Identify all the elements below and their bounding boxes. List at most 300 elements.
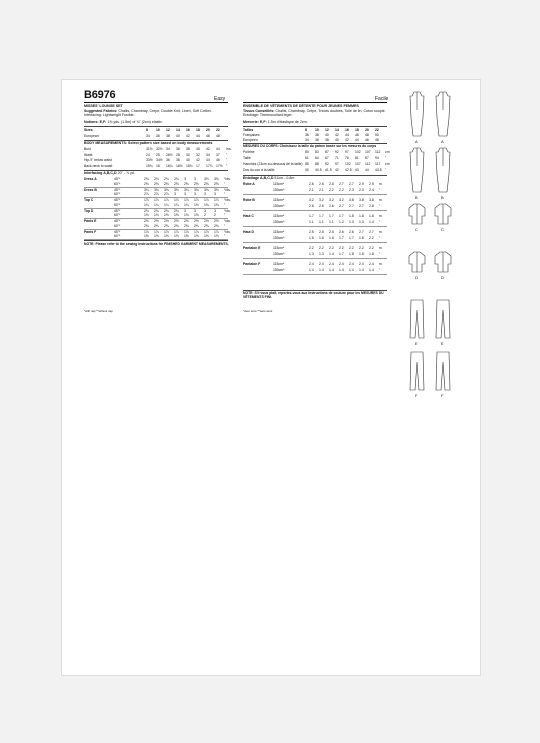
cell: 2⅜ bbox=[174, 223, 179, 228]
cell: 3⅛ bbox=[204, 187, 209, 192]
fabrics-label: Suggested Fabrics: bbox=[84, 109, 118, 113]
cell: " bbox=[224, 223, 226, 228]
cell: 43 bbox=[355, 168, 359, 172]
cell: 30 bbox=[186, 152, 190, 157]
cell: 2.7 bbox=[339, 203, 344, 208]
garment-sketch-dress bbox=[433, 90, 453, 138]
cell: 2.5 bbox=[309, 230, 314, 234]
fabric-width: 150cm* bbox=[273, 187, 285, 192]
fabric-width: 115cm* bbox=[273, 262, 285, 266]
cell: 2.4 bbox=[329, 262, 334, 266]
fabric-width: 45"* bbox=[114, 177, 121, 181]
cell: " bbox=[385, 156, 387, 160]
cell: 33½ bbox=[146, 158, 153, 162]
cell: 16½ bbox=[176, 163, 183, 168]
cell: cm bbox=[385, 162, 390, 166]
view-letter: E bbox=[415, 341, 418, 346]
cell: 1⅞ bbox=[204, 229, 209, 234]
cell: 1.8 bbox=[359, 214, 364, 218]
cell: Yds. bbox=[224, 229, 231, 234]
cell: 37 bbox=[216, 152, 220, 157]
cell: 1.1 bbox=[309, 219, 314, 224]
cell: 40 bbox=[305, 168, 309, 172]
top-rule-fr bbox=[243, 102, 387, 103]
cell: 31½ bbox=[146, 147, 153, 151]
row-label: Poitrine bbox=[243, 150, 255, 154]
cell: 1.1 bbox=[329, 219, 334, 224]
cell: 40 bbox=[176, 134, 180, 138]
cell: 44 bbox=[365, 168, 369, 172]
cell: 1.4 bbox=[329, 267, 334, 272]
cell: " bbox=[224, 234, 226, 238]
cell: 38 bbox=[325, 138, 329, 142]
cell: 2.7 bbox=[369, 230, 374, 234]
cell: 36 bbox=[176, 147, 180, 151]
note-text: NOTE: Please refer to the sewing instructions for FINISHED GARMENT MEASUREMENTS. bbox=[84, 242, 229, 246]
cell: 3 bbox=[184, 177, 186, 181]
cell: 2 bbox=[204, 213, 206, 217]
cell: 2½ bbox=[204, 219, 209, 223]
cell: 44 bbox=[196, 134, 200, 138]
cell: 2.2 bbox=[369, 235, 374, 240]
cell: 1.3 bbox=[309, 251, 314, 256]
fabric-width: 60"* bbox=[114, 234, 121, 238]
difficulty-level-fr: Facile bbox=[375, 96, 389, 102]
cell: 3⅛ bbox=[214, 177, 219, 181]
sketch-outline bbox=[436, 300, 450, 338]
cell: " bbox=[379, 203, 381, 208]
fabric-width: 60"* bbox=[114, 213, 121, 217]
cell: 44 bbox=[345, 133, 349, 137]
cell: 42 bbox=[206, 147, 210, 151]
cell: 3.2 bbox=[319, 198, 324, 202]
fabric-width: 60"* bbox=[114, 202, 121, 207]
cell: 2.6 bbox=[309, 203, 314, 208]
cell: 1.7 bbox=[339, 235, 344, 240]
cell: 1.4 bbox=[319, 267, 324, 272]
yardage-row bbox=[243, 182, 387, 187]
cell: 34 bbox=[146, 134, 150, 138]
cell: 2.4 bbox=[309, 262, 314, 266]
cell: 14 bbox=[335, 128, 339, 132]
cell: 40 bbox=[186, 158, 190, 162]
cell: 2¾ bbox=[164, 177, 169, 181]
pattern-code: B6976 bbox=[84, 89, 116, 101]
cell: 1.4 bbox=[369, 219, 374, 224]
cell: 3 bbox=[194, 177, 196, 181]
cell: 112 bbox=[365, 162, 371, 166]
pattern-title: MISSES' LOUNGE SET bbox=[84, 104, 123, 108]
cell: Ins. bbox=[226, 147, 232, 151]
cell: 2½ bbox=[174, 219, 179, 223]
cell: 1⅞ bbox=[184, 229, 189, 234]
row-label: Taille bbox=[243, 156, 251, 160]
fabric-width: 115cm* bbox=[273, 198, 285, 202]
cell: 2⅜ bbox=[184, 223, 189, 228]
cell: 1¼ bbox=[184, 202, 189, 207]
fabric-width: 60"* bbox=[114, 192, 121, 196]
cell: " bbox=[379, 251, 381, 256]
cell: 1.7 bbox=[339, 214, 344, 218]
cell: 3 bbox=[204, 208, 206, 213]
cell: 34 bbox=[206, 152, 210, 157]
row-label: Hip-9" below waist bbox=[84, 158, 112, 162]
view-label: Top C bbox=[84, 198, 94, 202]
view-label: Pantalon E bbox=[243, 246, 261, 250]
cell: " bbox=[226, 152, 228, 157]
cell: 1⅞ bbox=[144, 229, 149, 234]
cell: 42.5 bbox=[345, 168, 352, 172]
fabric-width: 115cm* bbox=[273, 182, 285, 186]
yardage-row bbox=[243, 236, 387, 241]
cell: 64 bbox=[315, 156, 319, 160]
view-letter: B bbox=[415, 195, 418, 200]
cell: 1⅝ bbox=[204, 234, 209, 238]
notions-value: 1⅝ yds. (1.5m) of ¾" (2cm) elastic. bbox=[107, 120, 163, 124]
notions-text bbox=[84, 120, 163, 124]
interfacing-value: 20" - ⅞ yd. bbox=[117, 171, 135, 175]
cell: 15¾ bbox=[146, 163, 153, 168]
cell: 38 bbox=[176, 158, 180, 162]
garment-sketch-dress bbox=[433, 146, 453, 194]
cell: 16¾ bbox=[186, 163, 193, 168]
measurement-row bbox=[84, 153, 228, 158]
cell: 3⅛ bbox=[174, 187, 179, 192]
cell: 94 bbox=[375, 156, 379, 160]
row-label: Waist bbox=[84, 152, 93, 157]
cell: 1⅞ bbox=[214, 229, 219, 234]
garment-sketch-top bbox=[433, 202, 453, 226]
cell: 2.6 bbox=[319, 182, 324, 186]
cell: 1⅝ bbox=[164, 234, 169, 238]
cell: m bbox=[379, 182, 382, 186]
cell: 2.2 bbox=[359, 246, 364, 250]
cell: 2⅜ bbox=[164, 223, 169, 228]
cell: 3⅛ bbox=[184, 187, 189, 192]
cell: 16 bbox=[186, 128, 190, 132]
cell: 18 bbox=[355, 128, 359, 132]
cell: 1¼ bbox=[144, 202, 149, 207]
cell: " bbox=[379, 267, 381, 272]
cell: 1⅝ bbox=[144, 234, 149, 238]
view-label: Haut C bbox=[243, 214, 254, 218]
cell: 12 bbox=[166, 128, 170, 132]
measurement-row bbox=[84, 147, 232, 152]
cell: m bbox=[379, 262, 382, 266]
cell: 42 bbox=[186, 134, 190, 138]
cell: 1.4 bbox=[349, 267, 354, 272]
cell: 48 bbox=[365, 133, 369, 137]
cell: 2¾ bbox=[144, 208, 149, 213]
cell: 2.2 bbox=[339, 246, 344, 250]
cell: 22 bbox=[375, 128, 379, 132]
cell: 81 bbox=[355, 156, 359, 160]
sketch-outline bbox=[409, 204, 425, 224]
cell: 26½ bbox=[166, 152, 173, 157]
garment-sketch-top bbox=[433, 250, 453, 274]
cell: 34½ bbox=[156, 158, 163, 162]
footnote-fr: *avec sens **sans sens bbox=[243, 309, 273, 313]
cell: 2½ bbox=[194, 181, 199, 186]
cell: 1⅞ bbox=[144, 198, 149, 202]
cell: 18 bbox=[196, 128, 200, 132]
footnote: *with nap **without nap bbox=[84, 309, 113, 313]
cell: 1⅝ bbox=[164, 213, 169, 217]
cell: 1⅝ bbox=[184, 234, 189, 238]
cell: 2.7 bbox=[339, 182, 344, 186]
fabrics-text-fr bbox=[243, 109, 387, 118]
cell: 1⅞ bbox=[194, 229, 199, 234]
view-label: Pantalon F bbox=[243, 262, 261, 266]
cell: 44 bbox=[216, 147, 220, 151]
fabrics-text bbox=[84, 109, 228, 118]
cell: 3.2 bbox=[309, 198, 314, 202]
cell: 1.8 bbox=[359, 235, 364, 240]
cell: 1.6 bbox=[329, 235, 334, 240]
notions-value-fr: 1.5m d'élastique de 2cm. bbox=[267, 120, 308, 124]
sketch-outline bbox=[435, 252, 451, 272]
measurement-row bbox=[84, 164, 228, 169]
cell: cm bbox=[385, 150, 390, 154]
cell: 3.8 bbox=[359, 198, 364, 202]
fabric-width: 45"* bbox=[114, 198, 121, 202]
cell: 2.6 bbox=[339, 230, 344, 234]
measurement-row bbox=[84, 158, 228, 163]
cell: 40 bbox=[325, 133, 329, 137]
cell: 1.4 bbox=[339, 267, 344, 272]
cell: 38 bbox=[166, 134, 170, 138]
cell: 2½ bbox=[184, 219, 189, 223]
cell: 87 bbox=[325, 150, 329, 154]
row-label: Back-neck to waist bbox=[84, 163, 113, 168]
cell: 36 bbox=[166, 158, 170, 162]
view-label: Haut D bbox=[243, 230, 254, 234]
cell: 1⅝ bbox=[214, 234, 219, 238]
cell: 40.5 bbox=[315, 168, 322, 172]
cell: 76 bbox=[345, 156, 349, 160]
cell: 85 bbox=[305, 162, 309, 166]
fabric-width: 115cm* bbox=[273, 246, 285, 250]
fabric-width: 45"* bbox=[114, 208, 121, 213]
cell: 1.2 bbox=[339, 219, 344, 224]
yardage-row bbox=[243, 252, 387, 257]
cell: 36 bbox=[156, 134, 160, 138]
cell: 1¼ bbox=[164, 202, 169, 207]
cell: 2.7 bbox=[359, 230, 364, 234]
cell: 2⅝ bbox=[204, 181, 209, 186]
cell: 1⅞ bbox=[174, 198, 179, 202]
cell: 92 bbox=[335, 150, 339, 154]
cell: 20 bbox=[365, 128, 369, 132]
interfacing-text bbox=[84, 171, 135, 175]
garment-sketch-pants bbox=[433, 350, 453, 392]
interfacing-value-fr: 51cm - 0.8m bbox=[274, 176, 295, 180]
cell: 1.3 bbox=[359, 219, 364, 224]
cell: 1.8 bbox=[359, 251, 364, 256]
cell: 44.5 bbox=[375, 168, 382, 172]
sketch-outline bbox=[409, 252, 425, 272]
cell: 16 bbox=[345, 128, 349, 132]
cell: 1⅝ bbox=[154, 213, 159, 217]
fabric-width: 150cm* bbox=[273, 219, 285, 224]
garment-sketch-dress bbox=[407, 146, 427, 194]
cell: 3.8 bbox=[369, 198, 374, 202]
fabric-width: 45"* bbox=[114, 229, 121, 234]
cell: 28 bbox=[176, 152, 180, 157]
cell: 107 bbox=[365, 150, 371, 154]
interfacing-label-fr: Entoilage A,B,C,D bbox=[243, 176, 274, 180]
cell: 2.6 bbox=[329, 203, 334, 208]
cell: 1.8 bbox=[369, 214, 374, 218]
yardage-row bbox=[243, 262, 387, 267]
fabric-width: 115cm* bbox=[273, 230, 285, 234]
row-label: Tailles bbox=[243, 128, 254, 132]
cell: 1.7 bbox=[329, 214, 334, 218]
cell: 1.3 bbox=[349, 219, 354, 224]
fabrics-value: Challis, Chambray, Crepe, Double Knit, Linen, Soft Cotton. Interfacing: Lightweight Fusible. bbox=[84, 109, 212, 118]
row-label: Européen bbox=[243, 138, 258, 142]
yardage-row bbox=[243, 268, 387, 273]
cell: 67 bbox=[325, 156, 329, 160]
cell: Yds. bbox=[224, 219, 231, 223]
sizes-row bbox=[84, 128, 228, 133]
view-label: Dress A bbox=[84, 177, 97, 181]
cell: 2.2 bbox=[319, 246, 324, 250]
cell: 3⅛ bbox=[144, 187, 149, 192]
cell: 2⅜ bbox=[214, 223, 219, 228]
cell: 1.7 bbox=[349, 235, 354, 240]
difficulty-level: Easy bbox=[214, 96, 226, 102]
cell: 1⅜ bbox=[214, 202, 219, 207]
fabric-width: 45"* bbox=[114, 187, 121, 192]
notions-text-fr bbox=[243, 120, 308, 124]
cell: 48 bbox=[216, 134, 220, 138]
cell: 41.5 bbox=[325, 168, 332, 172]
cell: 102 bbox=[345, 162, 351, 166]
cell: 3⅛ bbox=[194, 187, 199, 192]
cell: 2¾ bbox=[154, 177, 159, 181]
cell: 83 bbox=[315, 150, 319, 154]
cell: 1⅞ bbox=[204, 198, 209, 202]
cell: 36 bbox=[305, 133, 309, 137]
cell: 3 bbox=[194, 192, 196, 196]
cell: 102 bbox=[355, 150, 361, 154]
cell: Yds. bbox=[224, 187, 231, 192]
fabric-width: 60"* bbox=[114, 223, 121, 228]
yardage-row bbox=[243, 188, 387, 193]
row-label: Bust bbox=[84, 147, 91, 151]
row-label: European bbox=[84, 134, 99, 138]
view-letter: F bbox=[415, 393, 418, 398]
cell: 14 bbox=[176, 128, 180, 132]
view-label: Pants E bbox=[84, 219, 97, 223]
cell: 17¼ bbox=[206, 163, 213, 168]
cell: 2.5 bbox=[319, 230, 324, 234]
cell: 61 bbox=[305, 156, 309, 160]
yardage-row bbox=[243, 246, 387, 251]
cell: m bbox=[379, 198, 382, 202]
cell: 34 bbox=[166, 147, 170, 151]
view-label: Pants F bbox=[84, 229, 97, 234]
cell: 2⅜ bbox=[184, 181, 189, 186]
cell: 16 bbox=[156, 163, 160, 168]
cell: 71 bbox=[335, 156, 339, 160]
view-letter: B bbox=[441, 195, 444, 200]
cell: 3 bbox=[184, 192, 186, 196]
cell: 2½ bbox=[214, 219, 219, 223]
cell: 2.2 bbox=[329, 187, 334, 192]
cell: 3 bbox=[184, 208, 186, 213]
cell: 2¾ bbox=[174, 177, 179, 181]
cell: 1¼ bbox=[154, 202, 159, 207]
cell: 8 bbox=[146, 128, 148, 132]
sketch-outline bbox=[435, 204, 451, 224]
cell: 2.2 bbox=[369, 246, 374, 250]
cell: 2.6 bbox=[319, 203, 324, 208]
cell: 1.8 bbox=[349, 214, 354, 218]
cell: 2⅜ bbox=[144, 181, 149, 186]
cell: " bbox=[226, 163, 228, 168]
cell: 10 bbox=[156, 128, 160, 132]
cell: 2⅞ bbox=[154, 192, 159, 196]
cell: 10 bbox=[315, 128, 319, 132]
cell: 2½ bbox=[144, 219, 149, 223]
cell: 1.4 bbox=[309, 267, 314, 272]
cell: 2.7 bbox=[359, 203, 364, 208]
cell: 1⅞ bbox=[164, 198, 169, 202]
cell: 3.2 bbox=[329, 198, 334, 202]
fabric-width: 150cm* bbox=[273, 235, 285, 240]
garment-sketch-dress bbox=[407, 90, 427, 138]
view-letter: F bbox=[441, 393, 444, 398]
cell: 1⅝ bbox=[174, 213, 179, 217]
cell: 2⅜ bbox=[164, 181, 169, 186]
sketch-outline bbox=[410, 352, 424, 390]
cell: 1.4 bbox=[329, 251, 334, 256]
cell: 2⅞ bbox=[164, 192, 169, 196]
cell: 40 bbox=[335, 138, 339, 142]
view-label: Top D bbox=[84, 208, 94, 213]
notions-label: Notions: E,F: bbox=[84, 120, 107, 124]
cell: 3.8 bbox=[349, 198, 354, 202]
cell: 2.5 bbox=[329, 230, 334, 234]
sketch-outline bbox=[410, 92, 424, 136]
cell: m bbox=[379, 214, 382, 218]
cell: 42 bbox=[335, 168, 339, 172]
cell: 46 bbox=[355, 133, 359, 137]
divider bbox=[84, 126, 228, 127]
cell: 88 bbox=[315, 162, 319, 166]
cell: 1.1 bbox=[319, 219, 324, 224]
cell: 44 bbox=[355, 138, 359, 142]
interfacing-text-fr bbox=[243, 176, 294, 180]
cell: 2.4 bbox=[369, 187, 374, 192]
cell: 2.2 bbox=[349, 246, 354, 250]
cell: Yds. bbox=[224, 208, 231, 213]
cell: 87 bbox=[365, 156, 369, 160]
cell: Yds. bbox=[224, 177, 231, 181]
yardage-row bbox=[243, 220, 387, 225]
sketch-outline bbox=[410, 148, 424, 192]
cell: 2.6 bbox=[309, 182, 314, 186]
fabric-width: 115cm* bbox=[273, 214, 285, 218]
cell: 16¼ bbox=[166, 163, 173, 168]
pattern-envelope-back bbox=[62, 80, 480, 675]
cell: 2¾ bbox=[174, 208, 179, 213]
row-label: Françaises bbox=[243, 133, 260, 137]
cell: 2⅞ bbox=[144, 192, 149, 196]
divider bbox=[84, 240, 228, 241]
